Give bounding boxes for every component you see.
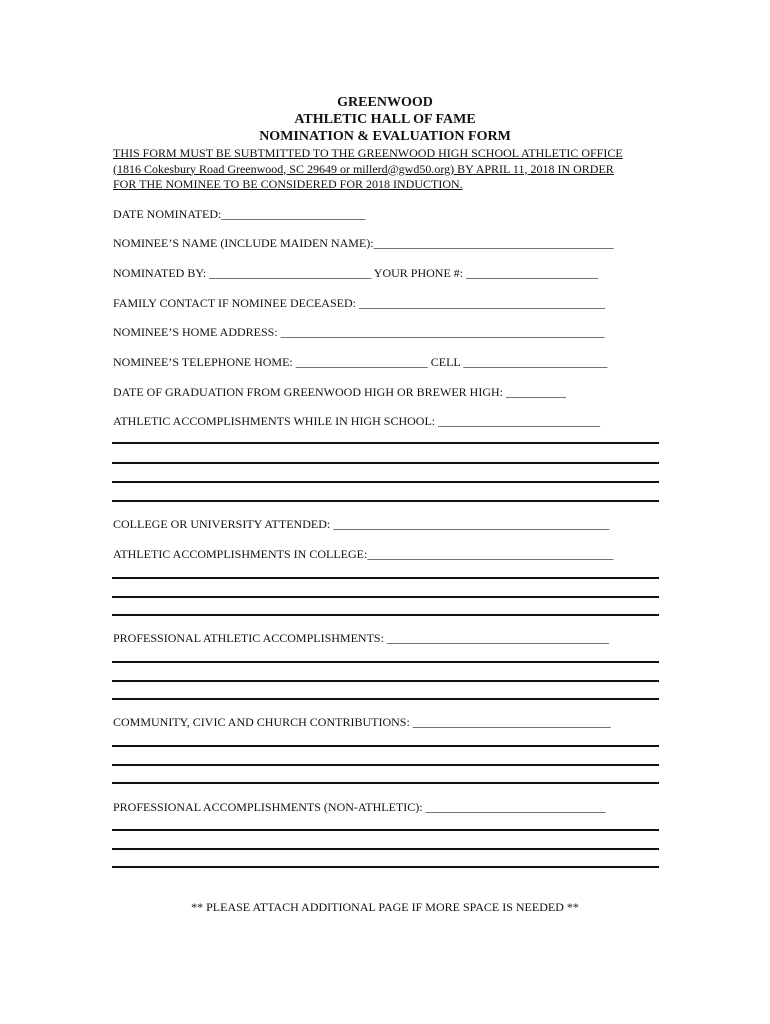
- writing-line[interactable]: [112, 764, 659, 766]
- home-address-field[interactable]: NOMINEE’S HOME ADDRESS: ______________________________________________________: [113, 325, 605, 339]
- graduation-date-field[interactable]: DATE OF GRADUATION FROM GREENWOOD HIGH OR BREWER HIGH: __________: [113, 385, 566, 399]
- writing-line[interactable]: [112, 481, 659, 483]
- family-contact-field[interactable]: FAMILY CONTACT IF NOMINEE DECEASED: _________________________________________: [113, 296, 605, 310]
- date-nominated-field[interactable]: DATE NOMINATED:________________________: [113, 207, 366, 221]
- writing-line[interactable]: [112, 500, 659, 502]
- college-attended-field[interactable]: COLLEGE OR UNIVERSITY ATTENDED: ______________________________________________: [113, 517, 610, 531]
- writing-line[interactable]: [112, 698, 659, 700]
- college-accomplishments-field[interactable]: ATHLETIC ACCOMPLISHMENTS IN COLLEGE:_________________________________________: [113, 547, 614, 561]
- school-name: GREENWOOD: [337, 95, 433, 110]
- pro-athletic-field[interactable]: PROFESSIONAL ATHLETIC ACCOMPLISHMENTS: _____________________________________: [113, 631, 609, 645]
- submission-notice: [113, 146, 658, 193]
- writing-line[interactable]: [112, 442, 659, 444]
- writing-line[interactable]: [112, 614, 659, 616]
- form-header: [0, 94, 770, 145]
- nominated-by-field[interactable]: NOMINATED BY: ___________________________ YOUR PHONE #: ______________________: [113, 266, 599, 280]
- writing-line[interactable]: [112, 782, 659, 784]
- writing-line[interactable]: [112, 462, 659, 464]
- writing-line[interactable]: [112, 866, 659, 868]
- attach-page-note: ** PLEASE ATTACH ADDITIONAL PAGE IF MORE SPACE IS NEEDED **: [191, 900, 579, 914]
- writing-line[interactable]: [112, 680, 659, 682]
- telephone-field[interactable]: NOMINEE’S TELEPHONE HOME: ______________________ CELL ________________________: [113, 355, 608, 369]
- nominee-name-field[interactable]: NOMINEE’S NAME (INCLUDE MAIDEN NAME):________________________________________: [113, 236, 614, 250]
- notice-line: (1816 Cokesbury Road Greenwood, SC 29649 or millerd@gwd50.org) BY APRIL 11, 2018 IN ORDER: [113, 161, 614, 176]
- writing-line[interactable]: [112, 745, 659, 747]
- hall-of-fame-title: ATHLETIC HALL OF FAME: [294, 112, 476, 127]
- community-contributions-field[interactable]: COMMUNITY, CIVIC AND CHURCH CONTRIBUTIONS: _________________________________: [113, 715, 611, 729]
- notice-line: THIS FORM MUST BE SUBTMITTED TO THE GREENWOOD HIGH SCHOOL ATHLETIC OFFICE: [113, 146, 623, 160]
- notice-line: FOR THE NOMINEE TO BE CONSIDERED FOR 2018 INDUCTION.: [113, 177, 463, 191]
- pro-non-athletic-field[interactable]: PROFESSIONAL ACCOMPLISHMENTS (NON-ATHLETIC): ______________________________: [113, 800, 606, 814]
- writing-line[interactable]: [112, 596, 659, 598]
- hs-accomplishments-field[interactable]: ATHLETIC ACCOMPLISHMENTS WHILE IN HIGH SCHOOL: ___________________________: [113, 414, 601, 428]
- form-title: NOMINATION & EVALUATION FORM: [259, 129, 511, 144]
- writing-line[interactable]: [112, 577, 659, 579]
- writing-line[interactable]: [112, 848, 659, 850]
- writing-line[interactable]: [112, 829, 659, 831]
- writing-line[interactable]: [112, 661, 659, 663]
